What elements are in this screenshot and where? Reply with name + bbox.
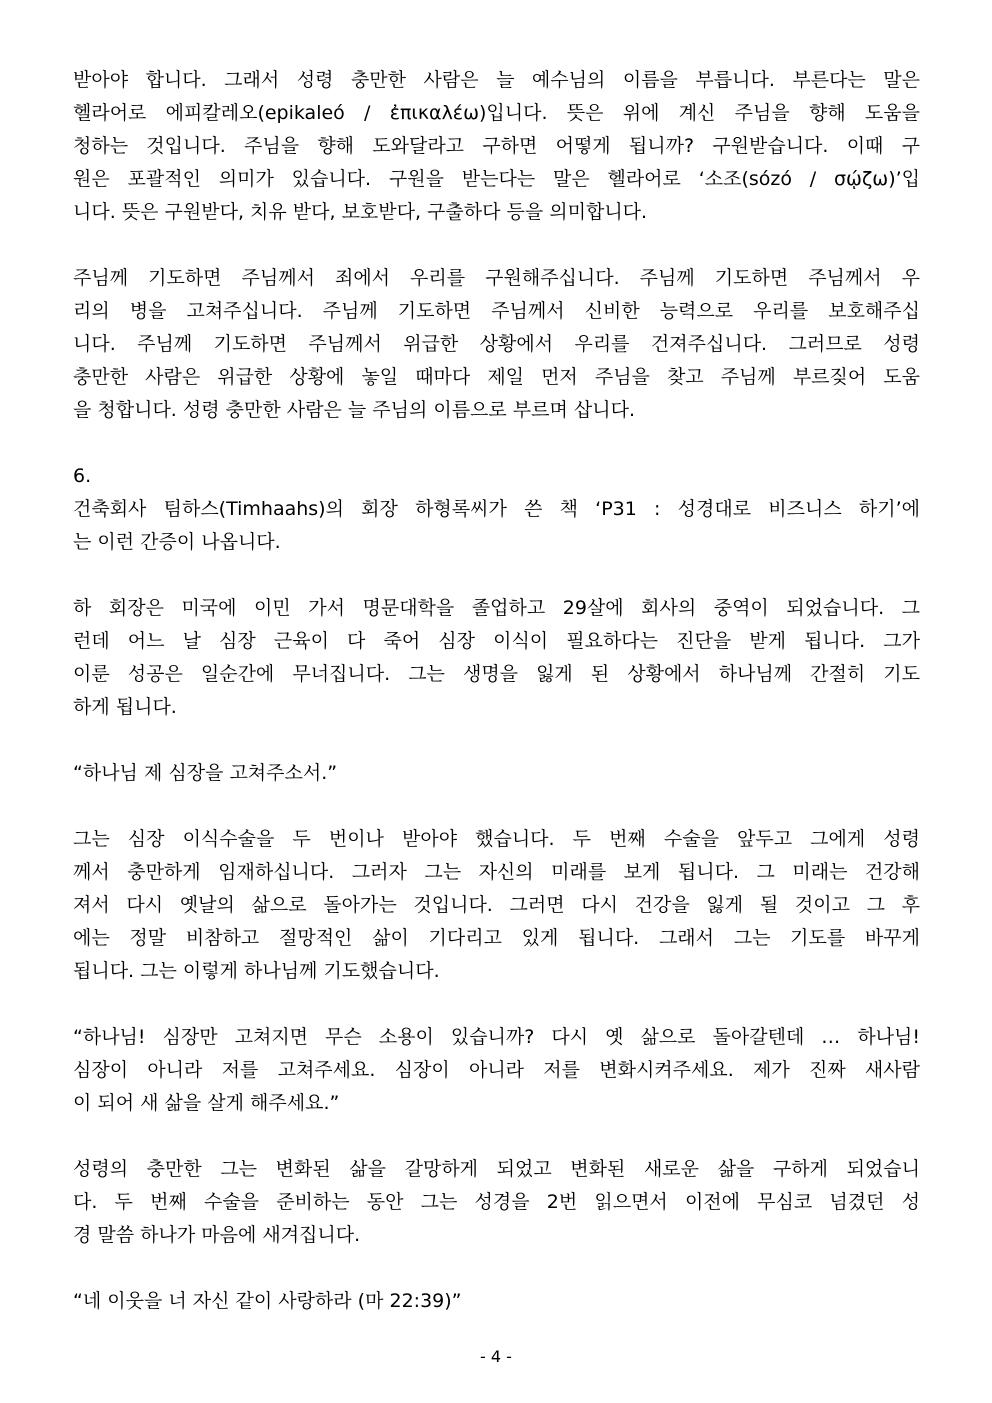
section-number: 6. bbox=[73, 465, 92, 487]
text-line: 심장이 아니라 저를 고쳐주세요. 심장이 아니라 저를 변화시켜주세요. 제가 진짜 새사람 bbox=[73, 1059, 920, 1081]
text-line: 는 이런 간증이 나옵니다. bbox=[73, 531, 281, 553]
text-line: “하나님 제 심장을 고쳐주소서.” bbox=[73, 762, 338, 784]
text-line: 그는 심장 이식수술을 두 번이나 받아야 했습니다. 두 번째 수술을 앞두고 그에게 성령 bbox=[73, 828, 920, 850]
paragraph bbox=[73, 64, 920, 229]
text-line: 리의 병을 고쳐주십니다. 주님께 기도하면 주님께서 신비한 능력으로 우리를 보호해주십 bbox=[73, 300, 920, 322]
text-line: 을 청합니다. 성령 충만한 사람은 늘 주님의 이름으로 부르며 삽니다. bbox=[73, 399, 635, 421]
text-line: “하나님! 심장만 고쳐지면 무슨 소용이 있습니까? 다시 옛 삶으로 돌아갈텐데 … 하나님! bbox=[73, 1026, 920, 1048]
quote-paragraph bbox=[73, 1285, 920, 1318]
text-line: 성령의 충만한 그는 변화된 삶을 갈망하게 되었고 변화된 새로운 삶을 구하게 되었습니 bbox=[73, 1158, 920, 1180]
text-line: 경 말씀 하나가 마음에 새겨집니다. bbox=[73, 1224, 361, 1246]
paragraph bbox=[73, 823, 920, 988]
text-line: 이 되어 새 삶을 살게 해주세요.” bbox=[73, 1092, 340, 1114]
text-line: 받아야 합니다. 그래서 성령 충만한 사람은 늘 예수님의 이름을 부릅니다. 부른다는 말은 bbox=[73, 69, 920, 91]
quote-paragraph bbox=[73, 1021, 920, 1120]
paragraph bbox=[73, 460, 920, 559]
paragraph bbox=[73, 262, 920, 427]
paragraph bbox=[73, 1153, 920, 1252]
text-line: 져서 다시 옛날의 삶으로 돌아가는 것입니다. 그러면 다시 건강을 잃게 될 것이고 그 후 bbox=[73, 894, 920, 916]
text-line: 다. 두 번째 수술을 준비하는 동안 그는 성경을 2번 읽으면서 이전에 무심코 넘겼던 성 bbox=[73, 1191, 920, 1213]
text-line: 런데 어느 날 심장 근육이 다 죽어 심장 이식이 필요하다는 진단을 받게 됩니다. 그가 bbox=[73, 630, 920, 652]
text-line: 됩니다. 그는 이렇게 하나님께 기도했습니다. bbox=[73, 960, 440, 982]
text-line: 원은 포괄적인 의미가 있습니다. 구원을 받는다는 말은 헬라어로 ‘소조(sózó / σῴζω)’입 bbox=[73, 168, 920, 190]
text-line: 청하는 것입니다. 주님을 향해 도와달라고 구하면 어떻게 됩니까? 구원받습니다. 이때 구 bbox=[73, 135, 920, 157]
paragraph bbox=[73, 592, 920, 724]
quote-paragraph bbox=[73, 757, 920, 790]
text-line: 주님께 기도하면 주님께서 죄에서 우리를 구원해주십니다. 주님께 기도하면 주님께서 우 bbox=[73, 267, 920, 289]
page-number: - 4 - bbox=[480, 1347, 512, 1366]
text-line: 하 회장은 미국에 이민 가서 명문대학을 졸업하고 29살에 회사의 중역이 되었습니다. 그 bbox=[73, 597, 920, 619]
text-line: 충만한 사람은 위급한 상황에 놓일 때마다 제일 먼저 주님을 찾고 주님께 부르짖어 도움 bbox=[73, 366, 920, 388]
text-line: 니다. 주님께 기도하면 주님께서 위급한 상황에서 우리를 건져주십니다. 그러므로 성령 bbox=[73, 333, 920, 355]
text-line: 이룬 성공은 일순간에 무너집니다. 그는 생명을 잃게 된 상황에서 하나님께 간절히 기도 bbox=[73, 663, 920, 685]
text-line: 께서 충만하게 임재하십니다. 그러자 그는 자신의 미래를 보게 됩니다. 그 미래는 건강해 bbox=[73, 861, 920, 883]
document-body bbox=[73, 64, 920, 1351]
text-line: 건축회사 팀하스(Timhaahs)의 회장 하형록씨가 쓴 책 ‘P31 : 성경대로 비즈니스 하기’에 bbox=[73, 498, 920, 520]
text-line: 에는 정말 비참하고 절망적인 삶이 기다리고 있게 됩니다. 그래서 그는 기도를 바꾸게 bbox=[73, 927, 920, 949]
text-line: 헬라어로 에피칼레오(epikaleó / ἐπικαλέω)입니다. 뜻은 위에 계신 주님을 향해 도움을 bbox=[73, 102, 920, 124]
text-line: “네 이웃을 너 자신 같이 사랑하라 (마 22:39)” bbox=[73, 1290, 462, 1312]
text-line: 니다. 뜻은 구원받다, 치유 받다, 보호받다, 구출하다 등을 의미합니다. bbox=[73, 201, 648, 223]
text-line: 하게 됩니다. bbox=[73, 696, 177, 718]
